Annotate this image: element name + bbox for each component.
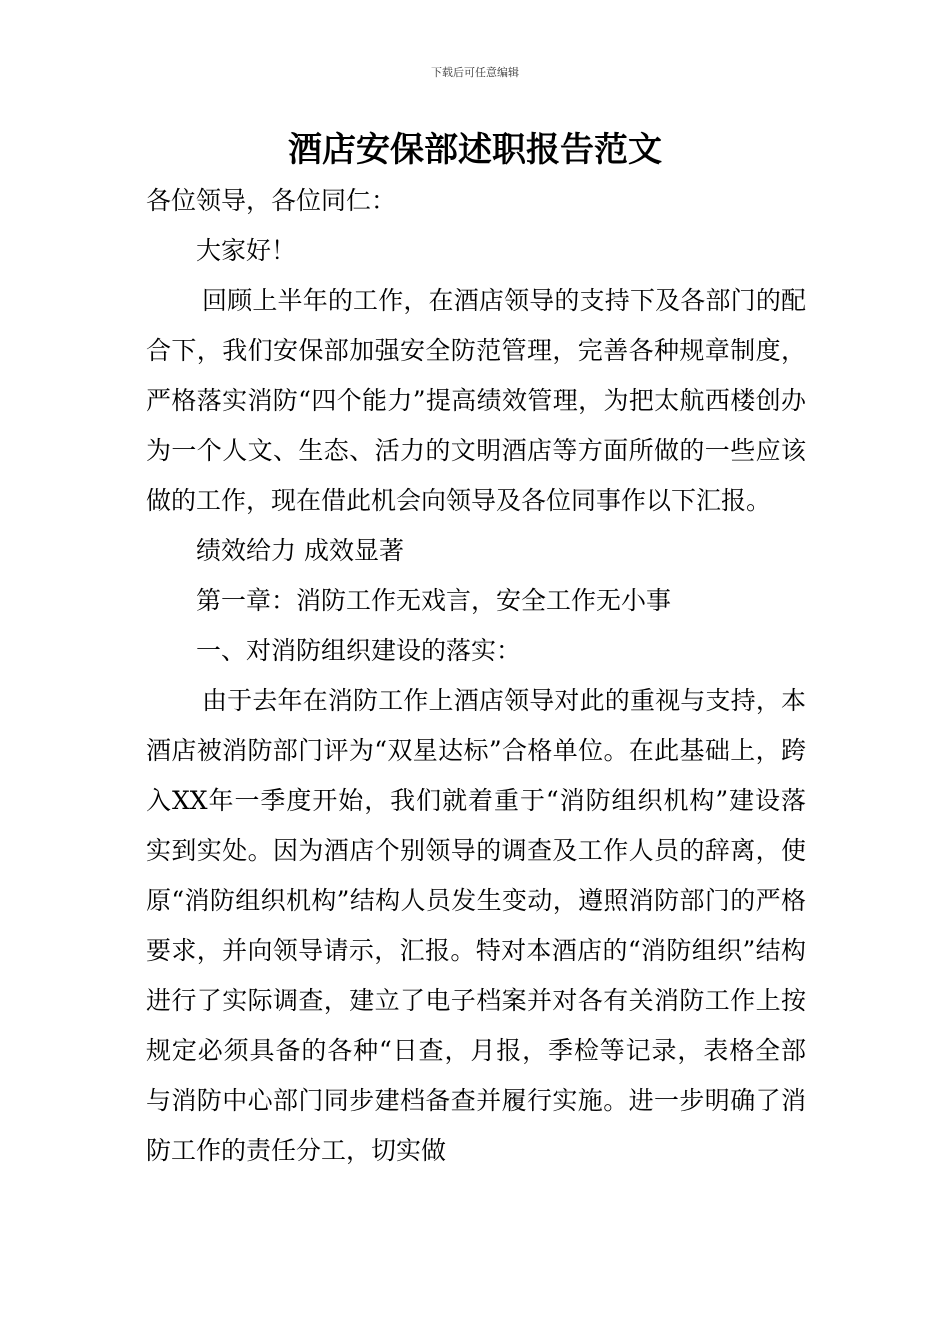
header-note: 下载后可任意编辑 [431,66,519,79]
salutation: 各位领导，各位同仁： [146,186,397,215]
document-title: 酒店安保部述职报告范文 [288,130,662,170]
body-paragraph: 由于去年在消防工作上酒店领导对此的重视与支持，本酒店被消防部门评为“双星达标”合格单位。在此基础上，跨入XX年一季度开始，我们就着重于“消防组织机构”建设落实到实处。因为酒店个别领导的调查及工作人员的辞离，使原“消防组织机构”结构人员发生变动，遵照消防部门的严格要求，并向领导请示，汇报。特对本酒店的“消防组织”结构进行了实际调查，建立了电子档案并对各有关消防工作上按规定必须具备的各种“日查，月报，季检等记录，表格全部与消防中心部门同步建档备查并履行实施。进一步明确了消防工作的责任分工，切实做 [146,686,806,1165]
greeting: 大家好！ [196,236,297,265]
section-heading: 绩效给力 成效显著 [196,536,404,565]
intro-paragraph: 回顾上半年的工作，在酒店领导的支持下及各部门的配合下，我们安保部加强安全防范管理，完善各种规章制度，严格落实消防“四个能力”提高绩效管理，为把太航西楼创办为一个人文、生态、活力的文明酒店等方面所做的一些应该做的工作，现在借此机会向领导及各位同事作以下汇报。 [146,286,806,515]
chapter-heading: 第一章：消防工作无戏言，安全工作无小事 [196,586,672,615]
document-body [146,176,806,1176]
subheading: 一、对消防组织建设的落实： [196,636,522,665]
